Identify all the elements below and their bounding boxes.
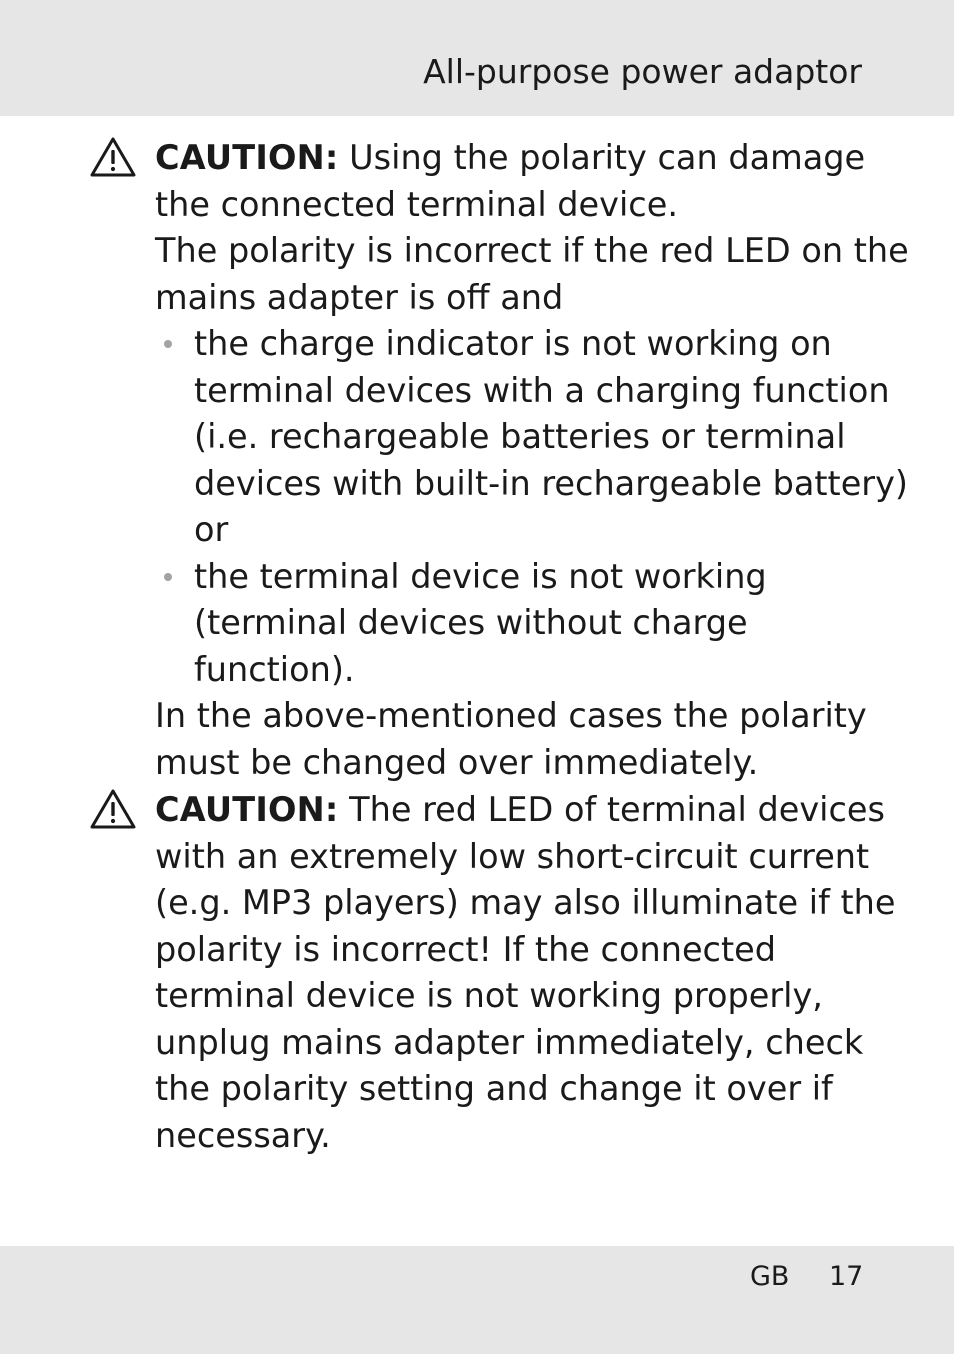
bullet-dot (164, 340, 172, 348)
list-item (194, 554, 915, 694)
polarity-outro: In the above-mentioned cases the polarity must be changed over immediately. (155, 696, 867, 782)
caution-text: Using the polarity can damage the connected terminal device. (155, 138, 866, 224)
header-title: All-purpose power adaptor (423, 52, 862, 91)
warning-triangle-icon (90, 788, 136, 830)
condition-list (155, 321, 915, 693)
caution-label: CAUTION: (155, 790, 339, 829)
warning-triangle-icon (90, 136, 136, 178)
caution-text: The red LED of terminal devices with an extremely low short-circuit current (e.g. MP3 players) may also illuminate if the polarity is incorrect! If the connected terminal device is not working properly, unplug mains adapter immediately, check the polarity setting and change it over if necessary. (155, 790, 896, 1155)
caution-block-2 (155, 787, 915, 1159)
list-item (194, 321, 915, 554)
polarity-intro: The polarity is incorrect if the red LED on the mains adapter is off and (155, 231, 909, 317)
list-item-text: the charge indicator is not working on terminal devices with a charging function (i.e. rechargeable batteries or terminal devices with built-in rechargeable battery) or (194, 324, 908, 549)
bullet-dot (164, 573, 172, 581)
page-footer (0, 1246, 954, 1354)
list-item-text: the terminal device is not working (terminal devices without charge function). (194, 556, 767, 689)
page-number: 17 (829, 1261, 864, 1292)
caution-block-1 (155, 135, 915, 786)
caution-paragraph (155, 135, 915, 228)
caution-paragraph (155, 787, 915, 1159)
language-code: GB (750, 1261, 790, 1292)
caution-label: CAUTION: (155, 138, 339, 177)
